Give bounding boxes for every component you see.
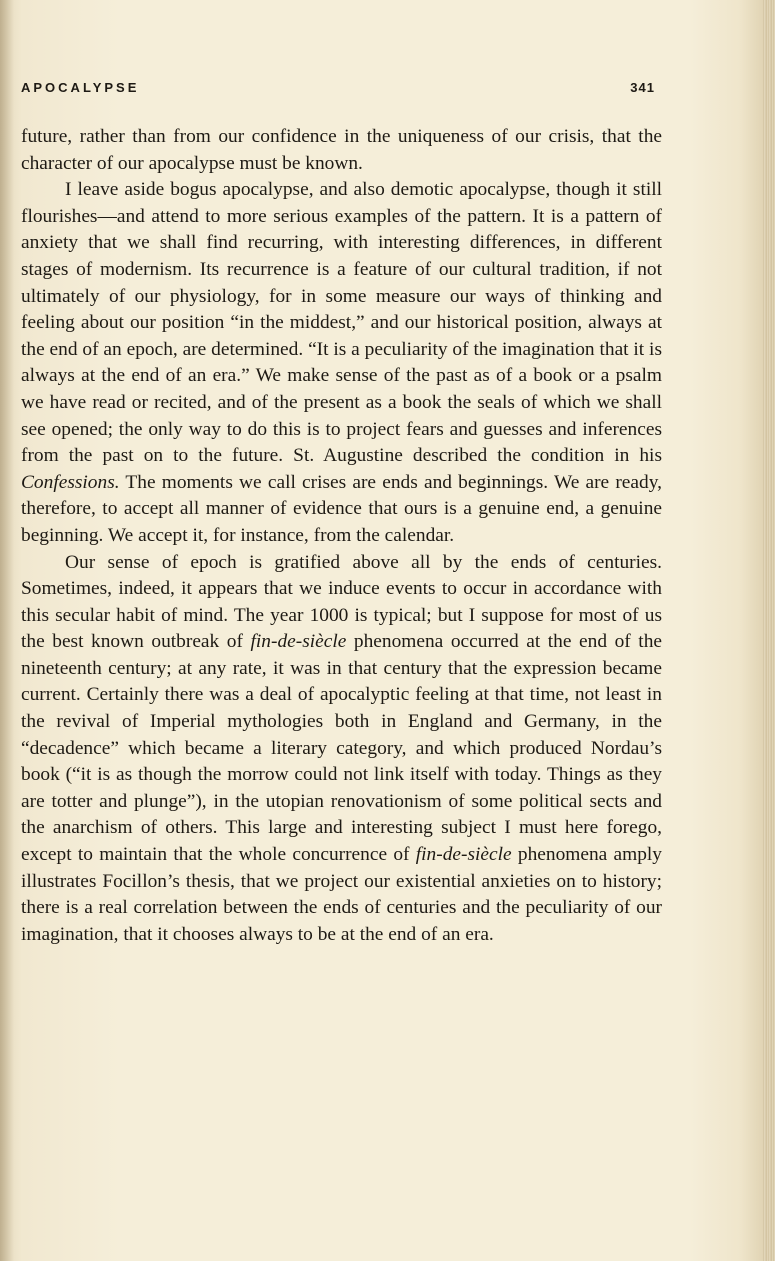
paragraph <box>21 124 662 177</box>
text-run: Our sense of epoch is gratified above all by the ends of centuries. Sometimes, indeed, it appears that we induce events to occur in accordance with this secular habit of mind. The year 1000 is typical; but I suppose for most of us the best known outbreak of <box>21 551 662 653</box>
book-title-italic: Confessions. <box>21 471 120 493</box>
page-number: 341 <box>630 80 655 95</box>
page-header <box>21 80 655 95</box>
italic-term: fin-de-siècle <box>415 844 512 866</box>
italic-term: fin-de-siècle <box>250 631 347 653</box>
text-run: phenomena occurred at the end of the nineteenth century; at any rate, it was in that century that the expression became current. Certainly there was a deal of apocalyptic feeling at that time, not least in the revival of Imperial mythologies both in England and Germany, in the “decadence” which became a literary category, and which produced Nordau’s book (“it is as though the morrow could not link itself with today. Things as they are totter and plunge”), in the utopian renovationism of some political sects and the anarchism of others. This large and interesting subject I must here forego, except to maintain that the whole concurrence of <box>21 631 662 866</box>
paragraph <box>21 550 662 949</box>
text-run: phenomena amply illustrates Focillon’s thesis, that we project our existential anxieties on to history; there is a real correlation between the ends of centuries and the peculiarity of our imagination, that it chooses always to be at the end of an era. <box>21 844 663 945</box>
page-edges <box>763 0 775 1261</box>
body-text <box>21 124 662 948</box>
text-run: I leave aside bogus apocalypse, and also demotic apocalypse, though it still flourishes—and attend to more serious examples of the pattern. It is a pattern of anxiety that we shall find recurring, with interesting differences, in different stages of modernism. Its recurrence is a feature of our cultural tradition, if not ultimately of our physiology, for in some measure our ways of thinking and feeling about our position “in the middest,” and our historical position, always at the end of an epoch, are determined. “It is a peculiarity of the imagination that it is always at the end of an era.” We make sense of the past as of a book or a psalm we have read or recited, and of the present as a book the seals of which we shall see opened; the only way to do this is to project fears and guesses and inferences from the past on to the future. St. Augustine described the condition in his <box>21 179 662 467</box>
running-head: APOCALYPSE <box>21 80 140 95</box>
text-run: future, rather than from our confidence in the uniqueness of our crisis, that the character of our apocalypse must be known. <box>21 126 662 174</box>
gutter-shadow <box>0 0 14 1261</box>
text-run: The moments we call crises are ends and beginnings. We are ready, therefore, to accept all manner of evidence that ours is a genuine end, a genuine beginning. We accept it, for instance, from the calendar. <box>21 471 662 546</box>
paragraph <box>21 177 662 549</box>
